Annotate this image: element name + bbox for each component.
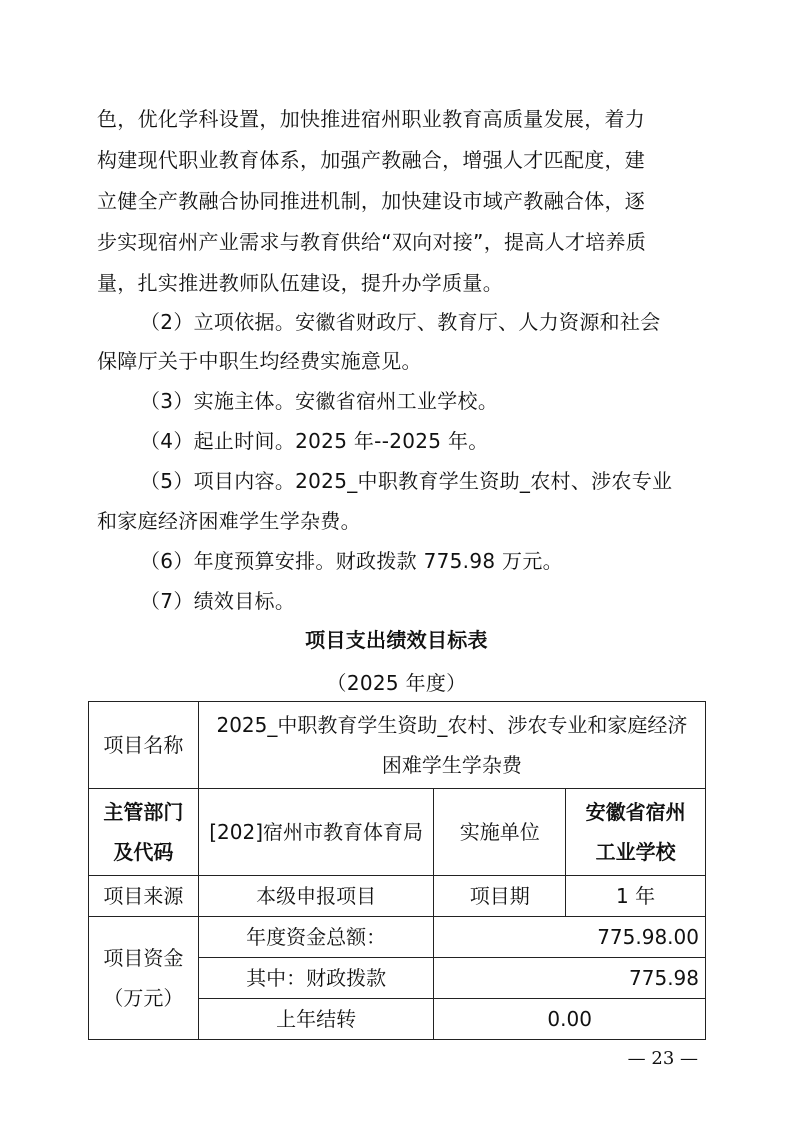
department-value: [202]宿州市教育体育局 (198, 789, 434, 876)
table-subtitle: （2025 年度） (326, 671, 467, 695)
implementer-line-1: 安徽省宿州 (585, 800, 686, 824)
project-name-value (198, 702, 705, 789)
funds-label-line-1: 项目资金 (103, 946, 184, 970)
performance-target-table (88, 701, 706, 1040)
department-label-line-2: 及代码 (113, 840, 174, 864)
period-label: 项目期 (434, 876, 566, 917)
table-title: 项目支出绩效目标表 (305, 628, 488, 652)
item-5-line-1: （5）项目内容。2025_中职教育学生资助_农村、涉农专业 (140, 469, 673, 493)
para-line-2: 构建现代职业教育体系，加强产教融合，增强人才匹配度，建 (97, 148, 646, 172)
para-line-4: 步实现宿州产业需求与教育供给“双向对接”，提高人才培养质 (97, 230, 647, 254)
item-5-line-2: 和家庭经济困难学生学杂费。 (97, 509, 361, 533)
item-6: （6）年度预算安排。财政拨款 775.98 万元。 (140, 549, 563, 573)
source-value: 本级申报项目 (198, 876, 434, 917)
implementer-value (566, 789, 706, 876)
table-row (89, 702, 706, 789)
total-label: 年度资金总额： (198, 917, 434, 958)
carryover-value: 0.00 (434, 999, 706, 1040)
item-2-line-2: 保障厅关于中职生均经费实施意见。 (97, 349, 422, 373)
item-3: （3）实施主体。安徽省宿州工业学校。 (140, 389, 499, 413)
department-label-line-1: 主管部门 (103, 800, 184, 824)
para-line-5: 量，扎实推进教师队伍建设，提升办学质量。 (97, 271, 503, 295)
period-value: 1 年 (566, 876, 706, 917)
funds-label-line-2: （万元） (103, 986, 184, 1010)
project-name-line-1: 2025_中职教育学生资助_农村、涉农专业和家庭经济 (216, 713, 688, 737)
table-row (89, 876, 706, 917)
table-row (89, 917, 706, 958)
carryover-label: 上年结转 (198, 999, 434, 1040)
implementer-label: 实施单位 (434, 789, 566, 876)
total-value: 775.98.00 (434, 917, 706, 958)
table-row (89, 789, 706, 876)
project-name-label: 项目名称 (89, 702, 199, 789)
fiscal-value: 775.98 (434, 958, 706, 999)
item-7: （7）绩效目标。 (140, 589, 296, 613)
source-label: 项目来源 (89, 876, 199, 917)
para-line-1: 色，优化学科设置，加快推进宿州职业教育高质量发展，着力 (97, 107, 646, 131)
project-name-line-2: 困难学生学杂费 (381, 753, 522, 777)
fiscal-label: 其中：财政拨款 (198, 958, 434, 999)
page-number: — 23 — (627, 1048, 698, 1069)
department-label (89, 789, 199, 876)
item-2-line-1: （2）立项依据。安徽省财政厅、教育厅、人力资源和社会 (140, 310, 661, 334)
item-4: （4）起止时间。2025 年--2025 年。 (140, 429, 489, 453)
para-line-3: 立健全产教融合协同推进机制，加快建设市域产教融合体，逐 (97, 189, 646, 213)
funds-label (89, 917, 199, 1040)
implementer-line-2: 工业学校 (595, 840, 676, 864)
